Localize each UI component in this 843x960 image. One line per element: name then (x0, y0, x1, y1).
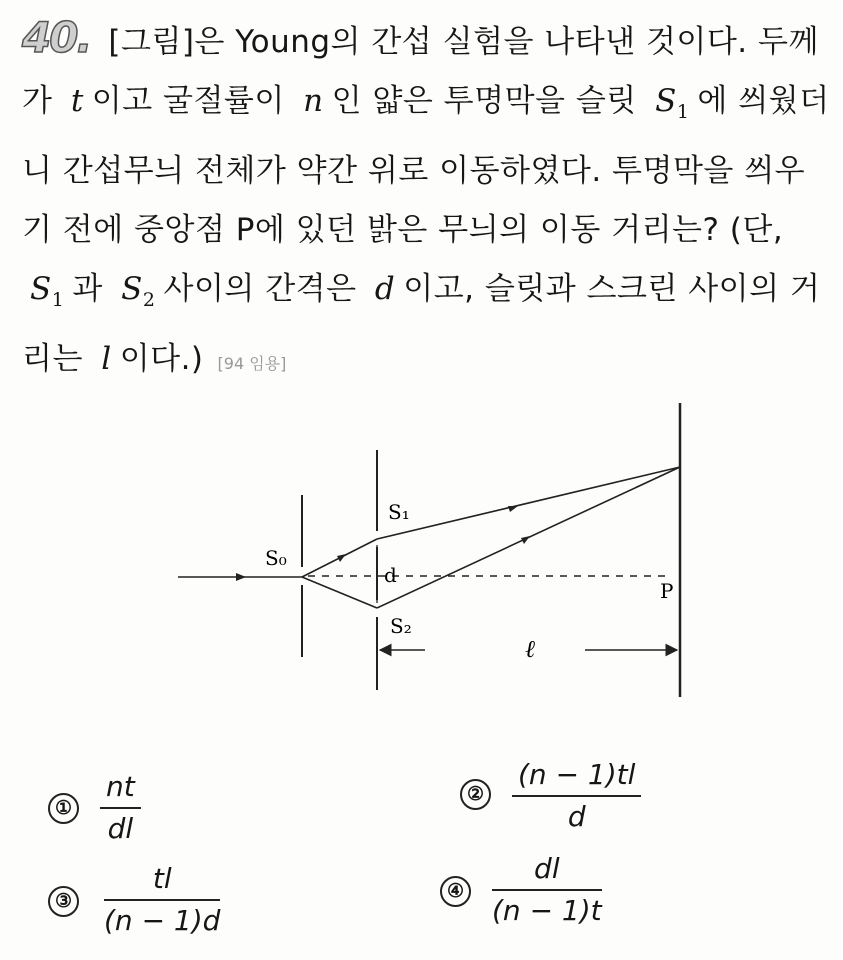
var-s1-second: $S_1$ (30, 271, 65, 312)
question-stem (22, 8, 832, 393)
label-s0: S₀ (265, 546, 287, 570)
label-d: d (384, 563, 397, 587)
var-n: n (303, 83, 324, 119)
choice-1-mark: ① (48, 793, 79, 824)
stem-text-1: [그림]은 Young의 간섭 실험을 나타낸 것이다. 두께가 (22, 24, 819, 119)
stem-text-3: 인 얇은 투명막을 슬릿 (331, 83, 637, 119)
choice-2-denominator: d (567, 800, 586, 833)
var-t: t (70, 83, 84, 119)
stem-text-4: 에 씌웠더니 간섭무늬 전체가 약간 위로 이동하였다. 투명막을 씌우기 전에 중앙점 P에 있던 밝은 무늬의 이동 거리는? (단, (22, 83, 830, 249)
label-s2: S₂ (390, 614, 412, 638)
stem-text-2: 이고 굴절률이 (91, 83, 285, 119)
choice-4-numerator: dl (492, 852, 602, 891)
var-l: l (101, 341, 112, 378)
label-l: ℓ (525, 635, 535, 663)
choice-3-numerator: tl (104, 862, 220, 901)
choice-4-mark: ④ (440, 876, 471, 907)
stem-text-6: 사이의 간격은 (163, 271, 357, 308)
var-s2: $S_2$ (121, 271, 156, 312)
question-number: 40. (22, 13, 91, 62)
label-p: P (660, 579, 674, 603)
stem-text-7: 이고, 슬릿과 스크린 사이의 거리는 (22, 271, 821, 378)
double-slit-diagram (170, 395, 710, 705)
stem-text-8: 이다.) (119, 341, 204, 378)
choice-1-fraction (100, 770, 141, 846)
choice-4-denominator: (n − 1)t (492, 894, 602, 927)
var-s1: $S_1$ (655, 83, 690, 124)
choice-2-fraction (512, 758, 641, 834)
ray-s1-screen (377, 467, 680, 539)
choice-3-denominator: (n − 1)d (104, 904, 221, 937)
choice-3-fraction (104, 862, 220, 938)
choice-4-fraction (492, 852, 602, 928)
choice-2-mark: ② (460, 779, 491, 810)
choice-1-denominator: dl (107, 812, 134, 845)
stem-text-5: 과 (72, 271, 103, 308)
choice-3-mark: ③ (48, 886, 79, 917)
choice-1-numerator: nt (100, 770, 141, 809)
var-d: d (374, 271, 396, 308)
ray-s0-s2 (302, 577, 377, 608)
choice-2-numerator: (n − 1)tl (512, 758, 641, 797)
source-reference: [94 임용] (217, 354, 287, 374)
label-s1: S₁ (388, 500, 410, 524)
